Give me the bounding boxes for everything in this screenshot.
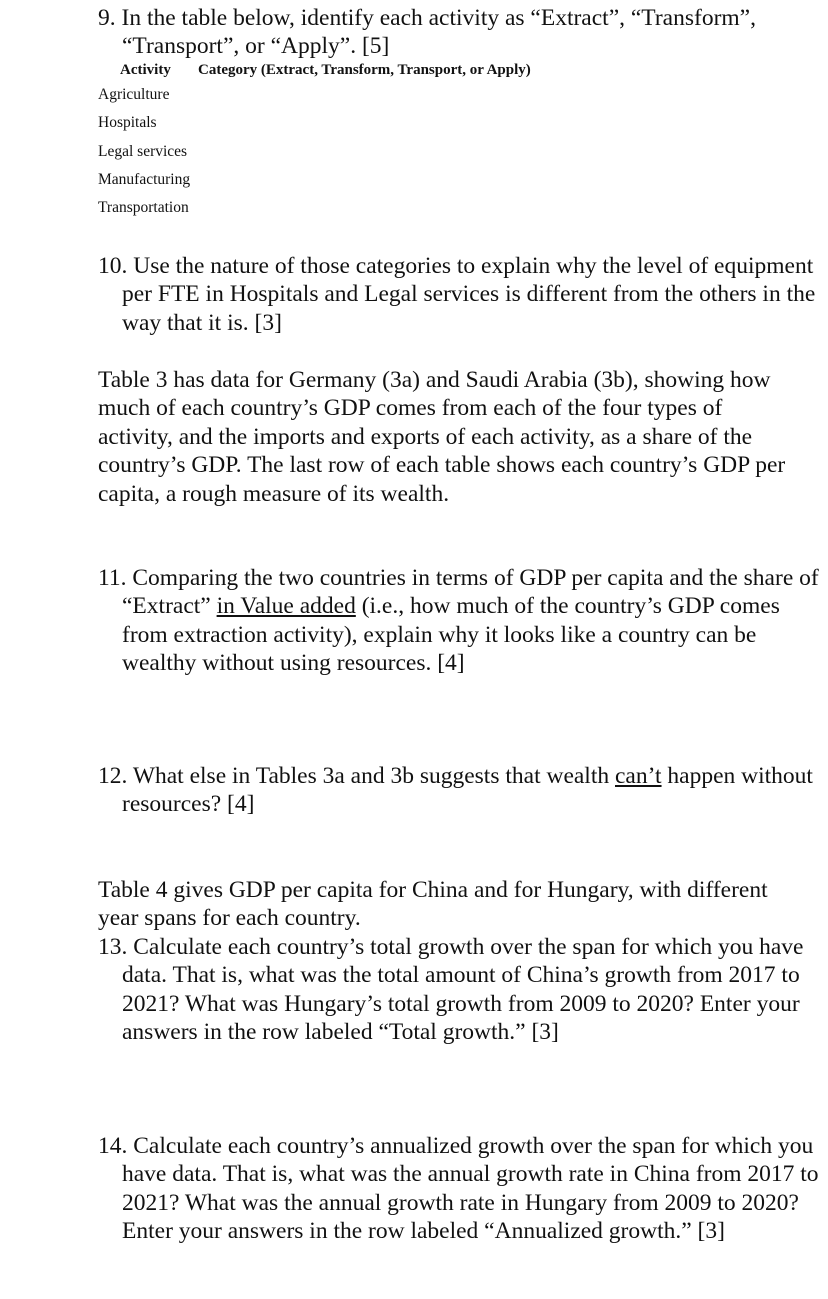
table-row: Legal services [98,143,188,160]
question-9: 9. In the table below, identify each activity as “Extract”, “Transform”, “Transport”, or “Apply”. [5] [98,5,756,60]
question-14: 14. Calculate each country’s annualized growth over the span for which you have data. That is, what was the annual growth rate in China from 2017 to 2021? What was the annual growth rate in Hungary from 2009 to 2020? Enter your answers in the row labeled “Annualized growth.” [3] [98,1133,819,1245]
table-row: Transportation [98,199,189,216]
question-11-text: 11. Comparing the two countries in terms of GDP per capita and the share of “Extract” [98,565,819,620]
question-12-text: 12. What else in Tables 3a and 3b suggests that wealth [98,763,615,789]
question-13: 13. Calculate each country’s total growth over the span for which you have data. That is, what was the total amount of China’s growth from 2017 to 2021? What was Hungary’s total growth from 2009 to 2020? Enter your answers in the row labeled “Total growth.” [3] [98,934,804,1046]
table-3-intro: Table 3 has data for Germany (3a) and Saudi Arabia (3b), showing how much of each country’s GDP comes from each of the four types of activity, and the imports and exports of each activity, as a share of the country’s GDP. The last row of each table shows each country’s GDP per capita, a rough measure of its wealth. [98,367,786,507]
table-4-intro: Table 4 gives GDP per capita for China and for Hungary, with different year spans for each country. [98,877,768,932]
table-row: Manufacturing [98,171,191,188]
question-11-text-rest: (i.e., how much of the country’s GDP comes from extraction activity), explain why it looks like a country can be wealthy without using resources. [4] [122,593,780,677]
question-11 [98,564,822,678]
table-row: Agriculture [98,86,170,103]
table-header-category: Category (Extract, Transform, Transport, or Apply) [198,62,531,78]
question-11-underlined: in Value added [216,593,356,620]
question-12 [98,762,822,819]
question-10: 10. Use the nature of those categories to explain why the level of equipment per FTE in Hospitals and Legal services is different from the others in the way that it is. [3] [98,253,816,336]
table-header-activity: Activity [120,62,171,78]
table-row: Hospitals [98,114,157,131]
question-12-underlined: can’t [615,763,662,789]
question-12-text-rest: happen without resources? [4] [122,763,813,818]
